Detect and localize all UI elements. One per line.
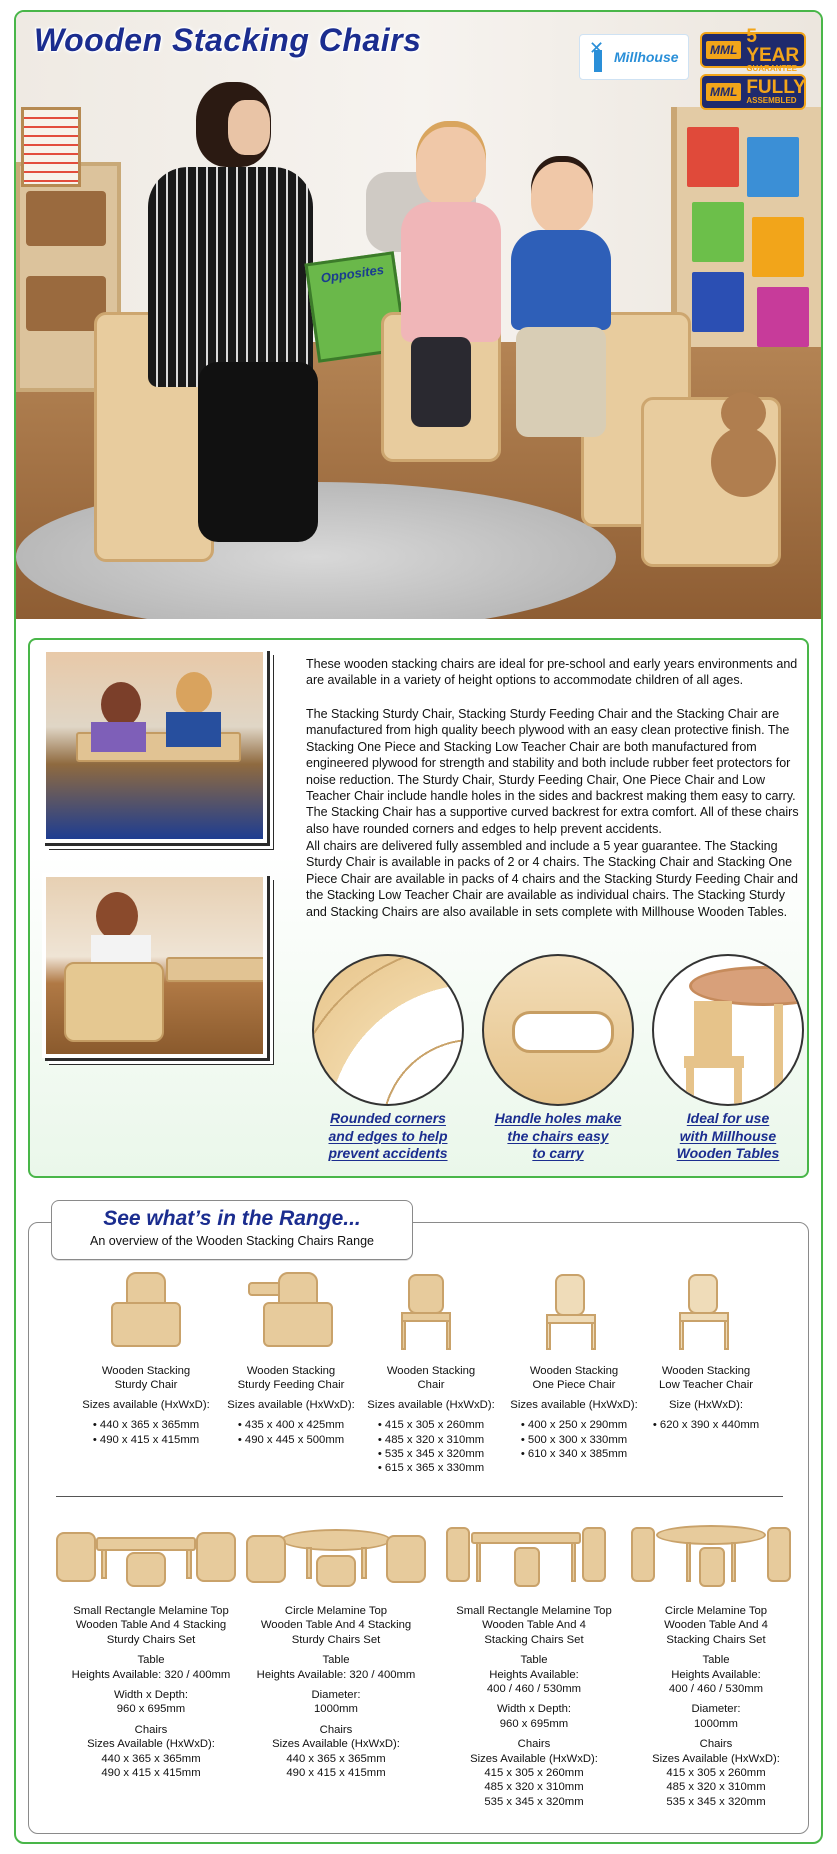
hero-boy-legs [516,327,606,437]
chair-size: 490 x 415 x 415mm [101,1767,201,1780]
size-item: • 400 x 250 x 290mm [520,1419,628,1432]
size-item: • 535 x 345 x 320mm [377,1448,485,1461]
caption-line: prevent accidents [328,1145,448,1161]
hero-boy-head [531,162,593,234]
hero-book [747,137,799,197]
caption-line: Rounded corners [330,1110,446,1126]
chair-size: 415 x 305 x 260mm [484,1767,584,1780]
table-heights: Heights Available: [489,1668,579,1681]
page-frame [14,10,823,1844]
range-header-tab [51,1200,413,1260]
set-table-top [96,1537,196,1551]
photo-table [166,957,266,982]
hero-girl-head [416,127,486,207]
size-item: • 485 x 320 x 310mm [377,1433,485,1446]
chair-size: 440 x 365 x 365mm [286,1752,386,1765]
hero-book-shelf [671,107,821,347]
table-heading: Table [322,1654,350,1667]
set-circle-sturdy [236,1604,436,1780]
chair-size: 415 x 305 x 260mm [666,1767,766,1780]
closeup-table-leg [774,1004,783,1104]
description-panel [28,638,809,1178]
set-name-line: Wooden Table And 4 Stacking [260,1619,412,1632]
size-item: • 490 x 445 x 500mm [237,1433,345,1446]
set-circle-stacking [616,1604,816,1809]
caption-line: Wooden Tables [676,1145,780,1161]
product-stacking-chair [351,1364,511,1476]
size-item: • 500 x 300 x 330mm [520,1433,628,1446]
chair-seat [679,1312,729,1322]
closeup-table-top [689,966,804,1006]
set-chair [699,1547,725,1587]
chair-size: 490 x 415 x 415mm [286,1767,386,1780]
hero-boy [506,162,616,462]
feature-caption-tables [652,1110,804,1163]
set-circle-sturdy-image [246,1517,426,1587]
hero-teacher [108,82,338,552]
chairs-sizes-label: Sizes Available (HxWxD): [272,1738,400,1751]
table-chair-closeup [652,954,804,1106]
product-low-teacher-chair [626,1364,786,1433]
hero-girl-dress [401,202,501,342]
intro-paragraph: These wooden stacking chairs are ideal for pre-school and early years environments and are available in a variety of height options to accommodate children of all ages. [306,657,798,688]
product-name-line: Chair [417,1379,445,1392]
set-table-leg [476,1542,481,1582]
set-chair [446,1527,470,1582]
product-name-line: Wooden Stacking [246,1365,336,1377]
set-name-line: Circle Melamine Top [664,1605,768,1617]
sizes-list [351,1418,511,1476]
hero-basket [26,191,106,246]
set-chair [631,1527,655,1582]
hero-book [692,202,744,262]
rounded-corner-closeup [312,954,464,1106]
product-name-line: One Piece Chair [532,1379,616,1392]
chairs-sizes-label: Sizes Available (HxWxD): [470,1752,598,1765]
chair-back [555,1274,585,1316]
hero-teacher-legs [198,362,318,542]
set-table-top [281,1529,391,1551]
product-name-line: Low Teacher Chair [659,1379,753,1392]
sizes-label: Size (HxWxD): [668,1398,744,1411]
stacking-chair-image [396,1274,456,1354]
set-rect-sturdy-image [56,1517,236,1587]
product-name-line: Wooden Stacking [529,1365,619,1377]
table-heights: Heights Available: [671,1668,761,1681]
windmill-icon [586,40,610,74]
chair-seat [401,1312,451,1322]
set-name-line: Sturdy Chairs Set [291,1633,381,1646]
chair-back [688,1274,718,1314]
chairs-sizes-label: Sizes Available (HxWxD): [652,1752,780,1765]
set-table-leg [361,1547,367,1579]
set-chair [196,1532,236,1582]
set-chair [126,1552,166,1587]
product-name-line: Sturdy Chair [114,1379,178,1392]
badge-small-text: ASSEMBLED [746,96,797,106]
caption-line: with Millhouse [679,1127,777,1144]
caption-line: and edges to help [328,1127,448,1144]
sizes-label: Sizes available (HxWxD): [82,1398,210,1411]
closeup-chair-leg [734,1066,742,1106]
assembled-badge [700,74,806,110]
page-title: Wooden Stacking Chairs [34,22,422,58]
chair-body [263,1302,333,1347]
table-heading: Table [520,1654,548,1667]
range-heading: See what’s in the Range... [103,1207,361,1230]
size-item: • 615 x 365 x 330mm [377,1462,485,1475]
hero-book-title: Opposites [319,261,385,286]
chair-leg [591,1322,596,1350]
feature-caption-handles [482,1110,634,1163]
set-name-line: Stacking Chairs Set [484,1633,584,1646]
materials-paragraph: The Stacking Sturdy Chair, Stacking Sturdy Feeding Chair and the Stacking Chair are manufactured from high quality beech plywood with an easy clean protective finish. The Stacking One Piece and Stacking Low Teacher Chair are both manufactured from engineered plywood for strength and stability and both include rubber feet protectors for noise reduction. The Sturdy Chair, Sturdy Feeding Chair, One Piece Chair and Low Teacher Chair include handle holes in the sides and backrest making them easy to carry. The Stacking Chair has a supportive curved backrest for extra comfort. All of these chairs also have rounded corners and edges to help prevent accidents. [306,707,799,836]
photo-shirt [166,712,221,747]
set-table-leg [186,1549,192,1579]
sizes-list [66,1418,226,1447]
table-heights-values: 400 / 460 / 530mm [486,1683,582,1696]
table-dim: 1000mm [694,1717,738,1730]
table-heading: Table [137,1654,165,1667]
chair-seat [546,1314,596,1324]
hero-book [687,127,739,187]
set-name-line: Wooden Table And 4 [664,1619,768,1632]
caption-line: Ideal for use [686,1110,770,1126]
table-dim-label: Width x Depth: [113,1689,189,1702]
chairs-sizes-label: Sizes Available (HxWxD): [87,1738,215,1751]
chair-size: 535 x 345 x 320mm [484,1795,584,1808]
set-name-line: Wooden Table And 4 Stacking [75,1619,227,1632]
caption-line: to carry [532,1145,584,1161]
hero-girl [396,127,506,427]
set-chair [514,1547,540,1587]
chair-size: 485 x 320 x 310mm [484,1781,584,1794]
table-dim-label: Diameter: [311,1689,361,1702]
classroom-photo-chair [42,873,267,1058]
size-item: • 435 x 400 x 425mm [237,1419,345,1432]
hero-abacus [21,107,81,187]
table-dim: 960 x 695mm [116,1703,186,1716]
badge-big-text: FULLY [746,77,806,99]
hero-teddy-bear [701,392,786,502]
table-dim-label: Width x Depth: [496,1703,572,1716]
chair-leg [546,1322,551,1350]
chair-leg [446,1320,451,1350]
set-rect-sturdy [51,1604,251,1780]
table-heights-values: 400 / 460 / 530mm [668,1683,764,1696]
set-chair [767,1527,791,1582]
badge-mml: MML [706,41,741,59]
teddy-body [711,427,776,497]
chair-leg [401,1320,406,1350]
size-item: • 415 x 305 x 260mm [377,1419,485,1432]
chairs-heading: Chairs [517,1738,551,1751]
feature-caption-rounded [312,1110,464,1163]
product-name-line: Sturdy Feeding Chair [237,1379,345,1392]
photo-child [96,892,138,940]
table-dim-label: Diameter: [691,1703,741,1716]
one-piece-chair-image [541,1274,601,1354]
set-name-line: Stacking Chairs Set [666,1633,766,1646]
delivery-paragraph: All chairs are delivered fully assembled and include a 5 year guarantee. The Stacking Sturdy Chair is available in packs of 2 or 4 chairs. The Stacking Chair and Stacking One Piece Chair are available in packs of 4 chairs and the Stacking Sturdy Feeding Chair and the Stacking Low Teacher Chair are available as individual chairs. The Stacking Sturdy and Stacking Chairs are also available in sets complete with Millhouse Wooden Tables. [306,839,798,919]
range-divider [56,1496,783,1497]
product-name-line: Wooden Stacking [661,1365,751,1377]
size-item: • 490 x 415 x 415mm [92,1433,200,1446]
chair-back [408,1274,444,1314]
size-item: • 620 x 390 x 440mm [652,1419,760,1432]
hero-photo [16,12,821,619]
size-item: • 610 x 340 x 385mm [520,1448,628,1461]
set-name-line: Sturdy Chairs Set [106,1633,196,1646]
classroom-photo-table [42,648,267,843]
hero-teacher-top [148,167,313,387]
hero-girl-legs [411,337,471,427]
table-heights: Heights Available: 320 / 400mm [71,1668,231,1681]
sturdy-chair-image [106,1272,186,1352]
set-table-leg [101,1549,107,1579]
feeding-chair-image [248,1272,338,1352]
product-name-line: Wooden Stacking [101,1365,191,1377]
chair-leg [724,1320,729,1350]
teacher-chair-image [674,1274,734,1354]
chair-size: 440 x 365 x 365mm [101,1752,201,1765]
guarantee-badge [700,25,806,73]
product-sturdy-feeding-chair [211,1364,371,1447]
set-table-leg [731,1542,736,1582]
set-chair [386,1535,426,1583]
chairs-heading: Chairs [319,1723,353,1736]
table-heights: Heights Available: 320 / 400mm [256,1668,416,1681]
handle-hole-closeup [482,954,634,1106]
set-rect-stacking [434,1604,634,1809]
set-chair [316,1555,356,1587]
chairs-heading: Chairs [699,1738,733,1751]
set-name-line: Circle Melamine Top [284,1605,388,1617]
caption-line: the chairs easy [507,1127,609,1144]
set-rect-stacking-image [446,1517,606,1587]
photo-child [176,672,212,714]
set-chair [246,1535,286,1583]
chair-leg [679,1320,684,1350]
chair-size: 535 x 345 x 320mm [666,1795,766,1808]
sizes-label: Sizes available (HxWxD): [227,1398,355,1411]
closeup-chair-back [694,1001,732,1061]
set-name-line: Small Rectangle Melamine Top [456,1605,612,1617]
sizes-list [626,1418,786,1432]
hero-book [692,272,744,332]
sizes-label: Sizes available (HxWxD): [510,1398,638,1411]
sizes-list [211,1418,371,1447]
set-chair [582,1527,606,1582]
set-table-leg [306,1547,312,1579]
chairs-heading: Chairs [134,1723,168,1736]
product-name-line: Wooden Stacking [386,1365,476,1377]
table-heading: Table [702,1654,730,1667]
set-name-line: Small Rectangle Melamine Top [73,1605,229,1617]
badge-big-text: 5 YEAR [746,25,800,66]
set-table-top [471,1532,581,1544]
photo-shirt [91,722,146,752]
caption-line: Handle holes make [494,1110,622,1126]
set-chair [56,1532,96,1582]
set-name-line: Wooden Table And 4 [482,1619,586,1632]
photo-feeding-chair [64,962,164,1042]
chair-body [111,1302,181,1347]
closeup-chair-leg [686,1066,694,1106]
chair-size: 485 x 320 x 310mm [666,1781,766,1794]
millhouse-logo [579,34,689,80]
product-sturdy-chair [66,1364,226,1447]
set-table-leg [686,1542,691,1582]
size-item: • 440 x 365 x 365mm [92,1419,200,1432]
badge-mml: MML [706,83,741,101]
sizes-label: Sizes available (HxWxD): [367,1398,495,1411]
badge-small-text: GUARANTEE [746,63,797,73]
hero-book [752,217,804,277]
hero-teacher-face [228,100,270,155]
hero-boy-shirt [511,230,611,330]
logo-text: Millhouse [614,49,679,65]
range-subheading: An overview of the Wooden Stacking Chairs Range [90,1234,374,1248]
set-table-top [656,1525,766,1545]
table-dim: 1000mm [314,1703,358,1716]
hero-book [757,287,809,347]
set-table-leg [571,1542,576,1582]
photo-child [101,682,141,727]
table-dim: 960 x 695mm [499,1717,569,1730]
set-circle-stacking-image [631,1517,791,1587]
